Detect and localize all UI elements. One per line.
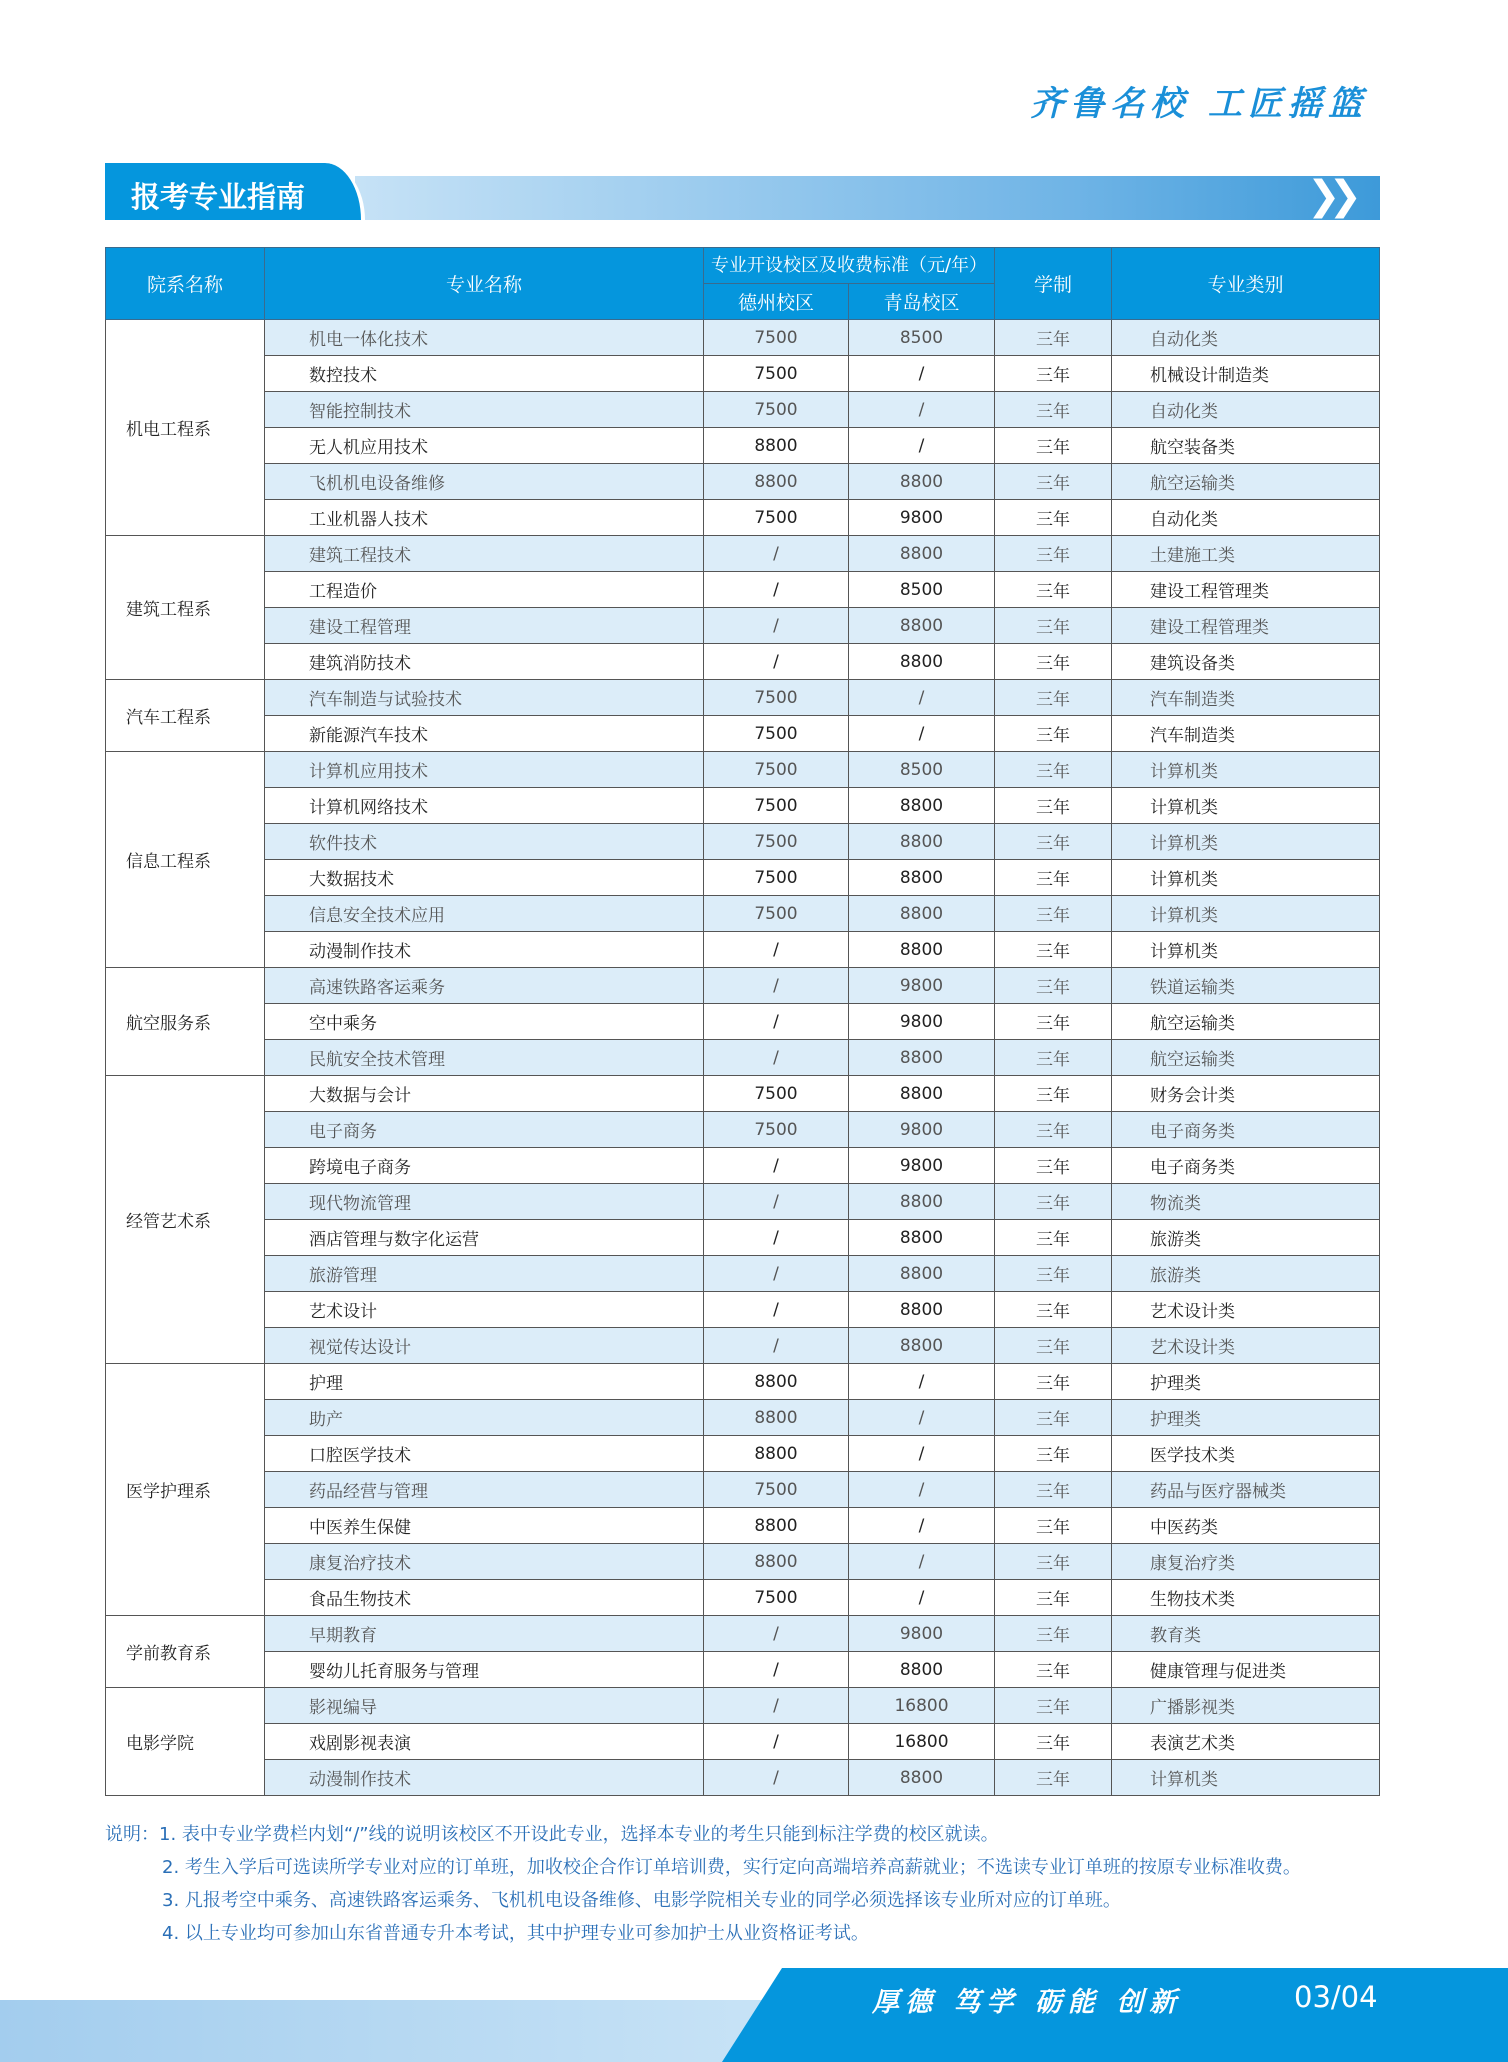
major-name: 民航安全技术管理 [265,1040,704,1076]
duration: 三年 [995,1472,1112,1508]
duration: 三年 [995,500,1112,536]
fee-dezhou: 7500 [704,680,849,716]
duration: 三年 [995,1256,1112,1292]
duration: 三年 [995,1724,1112,1760]
fee-qingdao: 9800 [849,1112,995,1148]
duration: 三年 [995,644,1112,680]
fee-dezhou: 7500 [704,860,849,896]
duration: 三年 [995,1544,1112,1580]
fee-dezhou: 7500 [704,356,849,392]
dept-name: 航空服务系 [106,968,265,1076]
table-row [106,1004,1380,1040]
duration: 三年 [995,1148,1112,1184]
table-row [106,428,1380,464]
category: 计算机类 [1112,932,1380,968]
fee-qingdao: 8800 [849,1184,995,1220]
table-row [106,860,1380,896]
table-row [106,644,1380,680]
duration: 三年 [995,1004,1112,1040]
fee-dezhou: / [704,644,849,680]
major-name: 现代物流管理 [265,1184,704,1220]
duration: 三年 [995,356,1112,392]
section-banner [105,163,1380,220]
fee-dezhou: / [704,1004,849,1040]
fee-qingdao: / [849,716,995,752]
table-row [106,1220,1380,1256]
table-row [106,464,1380,500]
duration: 三年 [995,608,1112,644]
major-name: 智能控制技术 [265,392,704,428]
category: 电子商务类 [1112,1148,1380,1184]
category: 旅游类 [1112,1220,1380,1256]
category: 医学技术类 [1112,1436,1380,1472]
major-name: 婴幼儿托育服务与管理 [265,1652,704,1688]
major-name: 视觉传达设计 [265,1328,704,1364]
table-row [106,1364,1380,1400]
category: 计算机类 [1112,752,1380,788]
duration: 三年 [995,1328,1112,1364]
fee-qingdao: / [849,1580,995,1616]
fee-dezhou: / [704,968,849,1004]
duration: 三年 [995,680,1112,716]
category: 汽车制造类 [1112,716,1380,752]
table-row [106,716,1380,752]
fee-dezhou: 7500 [704,1112,849,1148]
major-guide-table [105,247,1380,1796]
duration: 三年 [995,860,1112,896]
table-row [106,788,1380,824]
table-row [106,608,1380,644]
major-name: 动漫制作技术 [265,1760,704,1796]
header-category: 专业类别 [1112,248,1380,320]
duration: 三年 [995,968,1112,1004]
fee-dezhou: / [704,932,849,968]
fee-dezhou: 8800 [704,464,849,500]
category: 药品与医疗器械类 [1112,1472,1380,1508]
dept-name: 机电工程系 [106,320,265,536]
category: 中医药类 [1112,1508,1380,1544]
major-name: 戏剧影视表演 [265,1724,704,1760]
fee-dezhou: 7500 [704,1076,849,1112]
duration: 三年 [995,464,1112,500]
fee-qingdao: 8800 [849,1256,995,1292]
header-dept: 院系名称 [106,248,265,320]
notes [105,1818,1301,1950]
fee-qingdao: 9800 [849,1148,995,1184]
category: 机械设计制造类 [1112,356,1380,392]
category: 计算机类 [1112,824,1380,860]
table-row [106,1148,1380,1184]
category: 计算机类 [1112,896,1380,932]
table-row [106,1436,1380,1472]
category: 自动化类 [1112,320,1380,356]
major-name: 无人机应用技术 [265,428,704,464]
major-name: 护理 [265,1364,704,1400]
category: 建设工程管理类 [1112,608,1380,644]
duration: 三年 [995,1076,1112,1112]
table-row [106,392,1380,428]
major-name: 建筑工程技术 [265,536,704,572]
table-row [106,680,1380,716]
fee-qingdao: 8800 [849,788,995,824]
major-name: 大数据与会计 [265,1076,704,1112]
duration: 三年 [995,1220,1112,1256]
fee-qingdao: 8800 [849,1220,995,1256]
duration: 三年 [995,1652,1112,1688]
dept-name: 建筑工程系 [106,536,265,680]
category: 航空运输类 [1112,1004,1380,1040]
table-row [106,1724,1380,1760]
category: 康复治疗类 [1112,1544,1380,1580]
duration: 三年 [995,392,1112,428]
major-name: 酒店管理与数字化运营 [265,1220,704,1256]
table-row [106,824,1380,860]
category: 铁道运输类 [1112,968,1380,1004]
slogan: 齐鲁名校 工匠摇篮 [1030,84,1368,124]
duration: 三年 [995,1292,1112,1328]
table-row [106,536,1380,572]
fee-qingdao: 8800 [849,1328,995,1364]
dept-name: 学前教育系 [106,1616,265,1688]
duration: 三年 [995,1364,1112,1400]
major-name: 跨境电子商务 [265,1148,704,1184]
duration: 三年 [995,320,1112,356]
fee-dezhou: / [704,1688,849,1724]
fee-qingdao: / [849,1544,995,1580]
fee-dezhou: / [704,1220,849,1256]
category: 物流类 [1112,1184,1380,1220]
table-row [106,1580,1380,1616]
major-name: 建设工程管理 [265,608,704,644]
category: 艺术设计类 [1112,1328,1380,1364]
fee-dezhou: 7500 [704,392,849,428]
fee-qingdao: / [849,1508,995,1544]
dept-name: 经管艺术系 [106,1076,265,1364]
fee-qingdao: 8800 [849,824,995,860]
fee-qingdao: / [849,1364,995,1400]
banner-gradient-bar [355,176,1380,220]
fee-qingdao: 8800 [849,896,995,932]
table-row [106,1184,1380,1220]
major-name: 新能源汽车技术 [265,716,704,752]
fee-dezhou: / [704,1292,849,1328]
fee-dezhou: 7500 [704,896,849,932]
fee-dezhou: / [704,1184,849,1220]
fee-dezhou: / [704,1616,849,1652]
fee-qingdao: 8800 [849,1076,995,1112]
fee-dezhou: / [704,1040,849,1076]
fee-qingdao: 8800 [849,1760,995,1796]
major-name: 食品生物技术 [265,1580,704,1616]
duration: 三年 [995,1760,1112,1796]
category: 表演艺术类 [1112,1724,1380,1760]
major-name: 计算机网络技术 [265,788,704,824]
duration: 三年 [995,1112,1112,1148]
fee-qingdao: 8800 [849,860,995,896]
footer-motto: 厚德 笃学 砺能 创新 [872,1987,1183,2018]
fee-dezhou: 7500 [704,788,849,824]
category: 建设工程管理类 [1112,572,1380,608]
category: 计算机类 [1112,788,1380,824]
major-name: 大数据技术 [265,860,704,896]
major-name: 汽车制造与试验技术 [265,680,704,716]
category: 生物技术类 [1112,1580,1380,1616]
fee-dezhou: 7500 [704,824,849,860]
major-name: 高速铁路客运乘务 [265,968,704,1004]
category: 航空装备类 [1112,428,1380,464]
major-name: 口腔医学技术 [265,1436,704,1472]
duration: 三年 [995,1436,1112,1472]
fee-qingdao: 16800 [849,1724,995,1760]
header-fee: 专业开设校区及收费标准（元/年） [704,248,995,284]
fee-dezhou: 8800 [704,1436,849,1472]
note-2: 2. 考生入学后可选读所学专业对应的订单班，加收校企合作订单培训费，实行定向高端培养高薪就业；不选读专业订单班的按原专业标准收费。 [162,1857,1301,1878]
section-title: 报考专业指南 [131,180,306,214]
category: 计算机类 [1112,860,1380,896]
major-name: 计算机应用技术 [265,752,704,788]
duration: 三年 [995,572,1112,608]
fee-qingdao: 8500 [849,572,995,608]
fee-dezhou: / [704,1256,849,1292]
note-4: 4. 以上专业均可参加山东省普通专升本考试，其中护理专业可参加护士从业资格证考试。 [162,1923,869,1944]
major-name: 助产 [265,1400,704,1436]
fee-qingdao: 8800 [849,644,995,680]
fee-qingdao: / [849,680,995,716]
fee-dezhou: 8800 [704,1400,849,1436]
fee-qingdao: 8800 [849,1292,995,1328]
major-name: 康复治疗技术 [265,1544,704,1580]
footer-light-band [0,2000,780,2062]
table-row [106,896,1380,932]
duration: 三年 [995,1508,1112,1544]
major-name: 艺术设计 [265,1292,704,1328]
fee-qingdao: / [849,428,995,464]
category: 财务会计类 [1112,1076,1380,1112]
fee-qingdao: 8500 [849,752,995,788]
fee-dezhou: / [704,1328,849,1364]
fee-dezhou: / [704,608,849,644]
duration: 三年 [995,788,1112,824]
major-name: 工业机器人技术 [265,500,704,536]
major-name: 机电一体化技术 [265,320,704,356]
fee-dezhou: 7500 [704,752,849,788]
fee-qingdao: 8800 [849,536,995,572]
category: 自动化类 [1112,500,1380,536]
dept-name: 医学护理系 [106,1364,265,1616]
major-name: 影视编导 [265,1688,704,1724]
major-name: 电子商务 [265,1112,704,1148]
table-row [106,320,1380,356]
fee-dezhou: 8800 [704,428,849,464]
table-row [106,1328,1380,1364]
category: 艺术设计类 [1112,1292,1380,1328]
fee-qingdao: / [849,1400,995,1436]
category: 自动化类 [1112,392,1380,428]
table-row [106,1544,1380,1580]
fee-qingdao: 8800 [849,464,995,500]
duration: 三年 [995,1184,1112,1220]
duration: 三年 [995,1040,1112,1076]
fee-dezhou: 7500 [704,500,849,536]
table-row [106,1256,1380,1292]
dept-name: 电影学院 [106,1688,265,1796]
table-row [106,1652,1380,1688]
table-row [106,1616,1380,1652]
duration: 三年 [995,536,1112,572]
fee-dezhou: / [704,572,849,608]
header-dezhou: 德州校区 [704,284,849,320]
major-name: 信息安全技术应用 [265,896,704,932]
major-name: 药品经营与管理 [265,1472,704,1508]
duration: 三年 [995,716,1112,752]
header-duration: 学制 [995,248,1112,320]
duration: 三年 [995,1580,1112,1616]
note-3: 3. 凡报考空中乘务、高速铁路客运乘务、飞机机电设备维修、电影学院相关专业的同学必须选择该专业所对应的订单班。 [162,1890,1121,1911]
category: 汽车制造类 [1112,680,1380,716]
fee-qingdao: 8500 [849,320,995,356]
category: 土建施工类 [1112,536,1380,572]
duration: 三年 [995,428,1112,464]
table-row [106,1400,1380,1436]
dept-name: 汽车工程系 [106,680,265,752]
category: 教育类 [1112,1616,1380,1652]
fee-dezhou: / [704,1652,849,1688]
header-major: 专业名称 [265,248,704,320]
major-name: 旅游管理 [265,1256,704,1292]
fee-dezhou: 7500 [704,320,849,356]
fee-qingdao: 9800 [849,968,995,1004]
major-name: 中医养生保健 [265,1508,704,1544]
fee-qingdao: 9800 [849,500,995,536]
note-1: 说明：1. 表中专业学费栏内划“/”线的说明该校区不开设此专业，选择本专业的考生只能到标注学费的校区就读。 [105,1824,999,1845]
category: 电子商务类 [1112,1112,1380,1148]
fee-qingdao: 8800 [849,932,995,968]
fee-qingdao: / [849,1436,995,1472]
fee-qingdao: 8800 [849,1040,995,1076]
table-row [106,1760,1380,1796]
category: 航空运输类 [1112,1040,1380,1076]
category: 计算机类 [1112,1760,1380,1796]
page-number: 03/04 [1294,1980,1378,2014]
fee-qingdao: / [849,1472,995,1508]
table-row [106,1076,1380,1112]
dept-name: 信息工程系 [106,752,265,968]
banner-tab [105,163,365,220]
table-row [106,356,1380,392]
duration: 三年 [995,896,1112,932]
category: 广播影视类 [1112,1688,1380,1724]
table-row [106,1688,1380,1724]
category: 健康管理与促进类 [1112,1652,1380,1688]
fee-dezhou: / [704,1724,849,1760]
table-row [106,1292,1380,1328]
fee-dezhou: 7500 [704,716,849,752]
fee-dezhou: 7500 [704,1472,849,1508]
fee-qingdao: 16800 [849,1688,995,1724]
fee-qingdao: / [849,356,995,392]
major-name: 动漫制作技术 [265,932,704,968]
fee-qingdao: / [849,392,995,428]
major-name: 飞机机电设备维修 [265,464,704,500]
major-name: 工程造价 [265,572,704,608]
table-row [106,1040,1380,1076]
category: 旅游类 [1112,1256,1380,1292]
category: 航空运输类 [1112,464,1380,500]
fee-dezhou: 8800 [704,1364,849,1400]
fee-qingdao: 8800 [849,608,995,644]
major-name: 空中乘务 [265,1004,704,1040]
fee-dezhou: / [704,536,849,572]
major-name: 软件技术 [265,824,704,860]
fee-qingdao: 9800 [849,1004,995,1040]
major-name: 数控技术 [265,356,704,392]
category: 护理类 [1112,1400,1380,1436]
table-row [106,932,1380,968]
double-chevron-icon: ❯❯ [1306,173,1350,219]
duration: 三年 [995,752,1112,788]
header-qingdao: 青岛校区 [849,284,995,320]
table-row [106,752,1380,788]
fee-dezhou: 8800 [704,1544,849,1580]
duration: 三年 [995,1400,1112,1436]
duration: 三年 [995,932,1112,968]
major-name: 早期教育 [265,1616,704,1652]
fee-dezhou: / [704,1760,849,1796]
table-row [106,968,1380,1004]
table-row [106,1508,1380,1544]
table-row [106,1472,1380,1508]
table-row [106,572,1380,608]
table-row [106,1112,1380,1148]
major-name: 建筑消防技术 [265,644,704,680]
fee-dezhou: 7500 [704,1580,849,1616]
duration: 三年 [995,1616,1112,1652]
fee-qingdao: 9800 [849,1616,995,1652]
fee-dezhou: / [704,1148,849,1184]
fee-dezhou: 8800 [704,1508,849,1544]
duration: 三年 [995,1688,1112,1724]
category: 护理类 [1112,1364,1380,1400]
table-row [106,500,1380,536]
duration: 三年 [995,824,1112,860]
fee-qingdao: 8800 [849,1652,995,1688]
category: 建筑设备类 [1112,644,1380,680]
